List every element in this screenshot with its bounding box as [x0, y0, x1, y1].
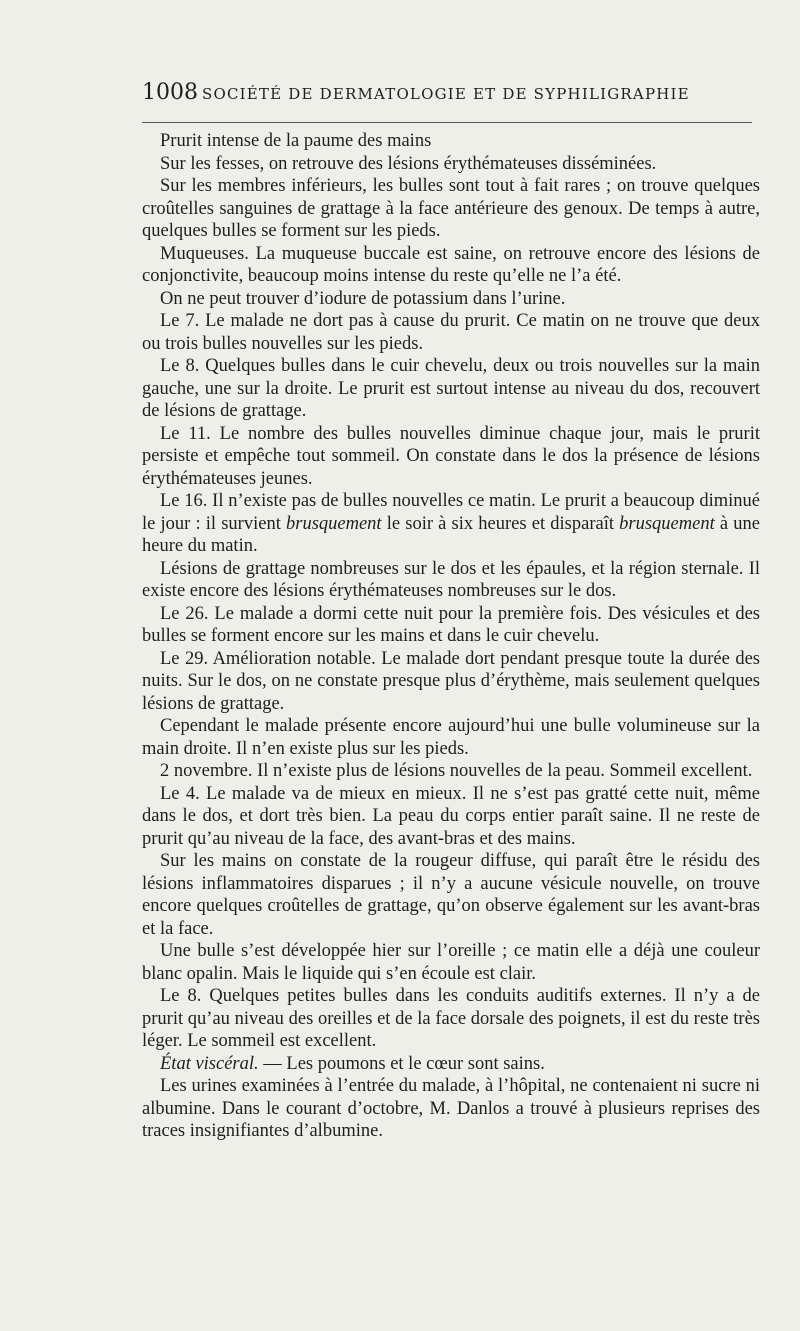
header-rule [142, 122, 752, 123]
paragraph: Le 7. Le malade ne dort pas à cause du prurit. Ce matin on ne trouve que deux ou trois bulles nouvelles sur les pieds. [142, 311, 760, 354]
emphasis: brusquement [619, 513, 715, 534]
paragraph: Lésions de grattage nombreuses sur le dos et les épaules, et la région sternale. Il existe encore des lésions érythémateuses nombreuses sur le dos. [142, 558, 760, 601]
paragraph: 2 novembre. Il n’existe plus de lésions nouvelles de la peau. Sommeil excellent. [160, 761, 753, 781]
paragraph: Sur les mains on constate de la rougeur diffuse, qui paraît être le résidu des lésions inflammatoires disparues ; il n’y a aucune vésicule nouvelle, on trouve encore quelques croûtelles de grattage, qu’on observe également sur les avant-bras et la face. [142, 851, 760, 939]
paragraph: Le 26. Le malade a dormi cette nuit pour la première fois. Des vésicules et des bulles se forment encore sur les mains et dans le cuir chevelu. [142, 603, 760, 646]
paragraph: On ne peut trouver d’iodure de potassium dans l’urine. [160, 288, 566, 309]
paragraph: Muqueuses. La muqueuse buccale est saine, on retrouve encore des lésions de conjonctivite, beaucoup moins intense du reste qu’elle ne l’a été. [142, 243, 760, 286]
paragraph: Une bulle s’est développée hier sur l’oreille ; ce matin elle a déjà une couleur blanc opalin. Mais le liquide qui s’en écoule est clair. [142, 941, 760, 984]
paragraph: Sur les fesses, on retrouve des lésions érythémateuses disséminées. [160, 153, 657, 174]
text-run: à une heure du matin. [142, 513, 760, 556]
text-run: le soir à six heures et disparaît [381, 513, 620, 534]
paragraph-le-16 [142, 490, 760, 558]
paragraph: Le 4. Le malade va de mieux en mieux. Il ne s’est pas gratté cette nuit, même dans le dos, et dort très bien. La peau du corps entier paraît saine. Il ne reste de prurit qu’au niveau de la face, des avant-bras et des mains. [142, 783, 760, 849]
paragraph: Le 8. Quelques bulles dans le cuir chevelu, deux ou trois nouvelles sur la main gauche, une sur la droite. Le prurit est surtout intense au niveau du dos, recouvert de lésions de grattage. [142, 356, 760, 421]
body-text [142, 130, 760, 1143]
page-header [142, 80, 752, 116]
emphasis: brusquement [286, 513, 382, 534]
paragraph-etat-visceral [142, 1053, 760, 1076]
text-run: Le 16. Il n’existe pas de bulles nouvelles ce matin. Le prurit a beaucoup diminué le jour : il survient [142, 491, 760, 534]
paragraph: Prurit intense de la paume des mains [160, 131, 432, 151]
paragraph: Les urines examinées à l’entrée du malade, à l’hôpital, ne contenaient ni sucre ni albumine. Dans le courant d’octobre, M. Danlos a trouvé à plusieurs reprises des traces insignifiantes d’albumine. [142, 1076, 760, 1141]
paragraph: Le 8. Quelques petites bulles dans les conduits auditifs externes. Il n’y a de prurit qu’au niveau des oreilles et de la face dorsale des poignets, il est du reste très léger. Le sommeil est excellent. [142, 986, 760, 1051]
paragraph: Le 11. Le nombre des bulles nouvelles diminue chaque jour, mais le prurit persiste et empêche tout sommeil. On constate dans le dos la présence de lésions érythémateuses jeunes. [142, 423, 760, 489]
paragraph: Le 29. Amélioration notable. Le malade dort pendant presque toute la durée des nuits. Sur le dos, on ne constate presque plus d’érythème, mais seulement quelques lésions de grattage. [142, 648, 760, 714]
text-run: — Les poumons et le cœur sont sains. [258, 1053, 545, 1074]
running-title: SOCIÉTÉ DE DERMATOLOGIE ET DE SYPHILIGRAPHIE [202, 85, 690, 103]
section-label: État viscéral. [160, 1053, 259, 1074]
paragraph: Sur les membres inférieurs, les bulles sont tout à fait rares ; on trouve quelques croûtelles sanguines de grattage à la face antérieure des genoux. De temps à autre, quelques bulles se forment sur les pieds. [142, 176, 760, 241]
page-number: 1008 [142, 80, 198, 105]
paragraph: Cependant le malade présente encore aujourd’hui une bulle volumineuse sur la main droite. Il n’en existe plus sur les pieds. [142, 716, 760, 759]
